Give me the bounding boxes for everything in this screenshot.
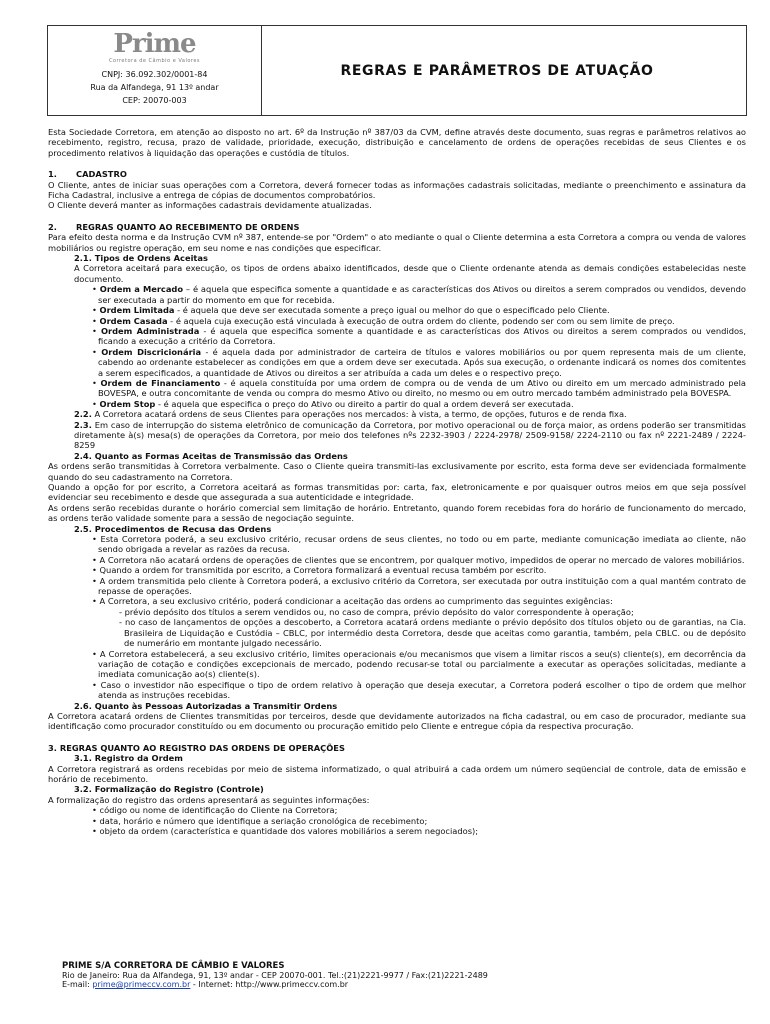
company-cnpj: CNPJ: 36.092.302/0001-84	[101, 70, 208, 79]
paragraph: Quando a opção for por escrito, a Corretora aceitará as formas transmitidas por: carta, fax, eletronicamente e por quaisquer outros meios em que seja possível evidenciar seu recebimento e desde que assegurada a sua autenticidade e integridade.	[48, 482, 746, 503]
email-link[interactable]: prime@primeccv.com.br	[92, 980, 191, 989]
order-types-list	[48, 284, 746, 409]
document-body	[48, 127, 746, 836]
section-2-heading: 2. REGRAS QUANTO AO RECEBIMENTO DE ORDENS	[48, 221, 300, 232]
subsection-2-6-heading: 2.6. Quanto às Pessoas Autorizadas a Transmitir Ordens	[74, 700, 338, 711]
subsection-3-2-heading: 3.2. Formalização do Registro (Controle)	[74, 784, 264, 795]
paragraph: A Corretora registrará as ordens recebidas por meio de sistema informatizado, o qual atribuirá a cada ordem um número seqüencial de controle, data de emissão e horário de recebimento.	[48, 763, 746, 784]
logo-wordmark: Prime	[113, 29, 196, 59]
list-subitem: - prévio depósito dos títulos a serem vendidos ou, no caso de compra, prévio depósito do valor correspondente à operação;	[119, 606, 634, 617]
paragraph: A formalização do registro das ordens apresentará as seguintes informações:	[48, 794, 370, 805]
order-type-item: • Ordem a Mercado – é aquela que especifica somente a quantidade e as características dos Ativos ou direitos a serem comprados ou vendidos, devendo ser executada a partir do momento em que for recebida.	[92, 284, 747, 305]
document-title: REGRAS E PARÂMETROS DE ATUAÇÃO	[340, 62, 654, 79]
title-cell	[262, 26, 746, 115]
order-type-item: • Ordem Casada - é aquela cuja execução está vinculada à execução de outra ordem do cliente, podendo ser com ou sem limite de preço.	[92, 315, 675, 326]
section-1-heading: 1. CADASTRO	[48, 169, 127, 180]
subsection-2-1-heading: 2.1. Tipos de Ordens Aceitas	[74, 253, 208, 264]
subsection-2-5-heading: 2.5. Procedimentos de Recusa das Ordens	[74, 523, 272, 534]
footer-company: PRIME S/A CORRETORA DE CÂMBIO E VALORES	[62, 961, 285, 971]
list-item: • A Corretora, a seu exclusivo critério, poderá condicionar a aceitação das ordens ao cumprimento das seguintes exigências:	[92, 596, 613, 607]
company-info	[48, 26, 262, 115]
paragraph: A Corretora acatará ordens de Clientes transmitidas por terceiros, desde que devidamente autorizados na ficha cadastral, ou em caso de procurador, mediante sua identificação como procurador constituído ou em documento ou procuração emitido pelo Cliente e entregue cópia da respectiva procuração.	[48, 710, 746, 732]
section-3-heading: 3. REGRAS QUANTO AO REGISTRO DAS ORDENS DE OPERAÇÕES	[48, 742, 345, 753]
list-item: • A Corretora estabelecerá, a seu exclusivo critério, limites operacionais e/ou mecanismos que visem a limitar riscos a seu(s) cliente(s), em decorrência da variação de cotação e condições excepcionais de mercado, podendo recusar-se total ou parcialmente a executar as operações solicitadas, mediante a imediata comunicação ao(s) cliente(s).	[92, 648, 746, 680]
section-1-paragraph: O Cliente deverá manter as informações cadastrais devidamente atualizadas.	[48, 200, 372, 211]
prime-logo	[48, 30, 261, 68]
list-item: • Quando a ordem for transmitida por escrito, a Corretora formalizará a eventual recusa também por escrito.	[92, 565, 547, 576]
list-item: • data, horário e número que identifique a seriação cronológica de recebimento;	[92, 815, 428, 826]
list-item: • Caso o investidor não especifique o tipo de ordem relativo à operação que deseja executar, a Corretora poderá escolher o tipo de ordem que melhor atenda as instruções recebidas.	[92, 679, 746, 701]
list-item: • A Corretora não acatará ordens de operações de clientes que se encontrem, por qualquer motivo, impedidos de operar no mercado de valores mobiliários.	[92, 554, 745, 565]
list-subitem: - no caso de lançamentos de opções a descoberto, a Corretora acatará ordens mediante o prévio depósito dos títulos objeto ou de garantias, na Cia. Brasileira de Liquidação e Custódia – CBLC, por intermédio desta Corretora, desde que aceitas como garantia, também, pela CBLC. ou de depósito de numerário em montante julgado necessário.	[119, 617, 746, 649]
subsection-3-1-heading: 3.1. Registro da Ordem	[74, 753, 183, 764]
paragraph: As ordens serão transmitidas à Corretora verbalmente. Caso o Cliente queira transmiti-las exclusivamente por escrito, esta forma deve ser evidenciada formalmente quando do seu cadastramento na Corretora.	[48, 461, 746, 482]
logo-subtitle: Corretora de Câmbio e Valores	[108, 58, 201, 64]
subsection-2-4-heading: 2.4. Quanto as Formas Aceitas de Transmissão das Ordens	[74, 450, 348, 461]
company-cep: CEP: 20070-003	[122, 96, 187, 105]
footer-contact: E-mail: prime@primeccv.com.br - Internet: http://www.primeccv.com.br	[62, 980, 349, 989]
subsection-2-2: 2.2. A Corretora acatará ordens de seus Clientes para operações nos mercados: à vista, a termo, de opções, futuros e de renda fixa.	[74, 409, 627, 420]
order-type-item: • Ordem de Financiamento - é aquela constituída por uma ordem de compra ou de venda de um Ativo ou direito em um mercado administrado pela BOVESPA, e outra concomitante de venda ou compra do mesmo Ativo ou direito, no mesmo ou em outro mercado também administrado pela BOVESPA.	[92, 377, 746, 399]
order-type-item: • Ordem Limitada - é aquela que deve ser executada somente a preço igual ou melhor do que o especificado pelo Cliente.	[92, 305, 610, 316]
list-item: • código ou nome de identificação do Cliente na Corretora;	[92, 805, 338, 816]
section-2-paragraph: Para efeito desta norma e da Instrução CVM nº 387, entende-se por "Ordem" o ato mediante o qual o Cliente determina a esta Corretora a compra ou venda de valores mobiliários ou registre operação, em seu nome e nas condições que especificar.	[48, 232, 746, 253]
paragraph: As ordens serão recebidas durante o horário comercial sem limitação de horário. Entretanto, quando forem recebidas fora do horário de funcionamento do mercado, as ordens terão validade somente para a sessão de negociação seguinte.	[48, 502, 746, 524]
page-footer	[62, 962, 488, 989]
list-item: • A ordem transmitida pelo cliente à Corretora poderá, a exclusivo critério da Corretora, ser executada por outra instituição com a qual mantém contrato de repasse de operações.	[92, 575, 746, 597]
document-header	[47, 25, 747, 116]
order-type-item: • Ordem Administrada - é aquela que especifica somente a quantidade e as características dos Ativos ou direitos a serem comprados ou vendidos, ficando a execução a critério da Corretora.	[92, 325, 746, 347]
list-item: • Esta Corretora poderá, a seu exclusivo critério, recusar ordens de seus clientes, no todo ou em parte, mediante comunicação imediata ao cliente, não sendo obrigada a revelar as razões da recusa.	[92, 534, 746, 555]
order-type-item: • Ordem Discricionária - é aquela dada por administrador de carteira de títulos e valores mobiliários ou por quem representa mais de um cliente, cabendo ao ordenante estabelecer as condições em que a ordem deve ser executada. Após sua execução, o ordenante indicará os nomes dos comitentes a serem especificados, a quantidade de Ativos ou direitos a ser atribuída a cada um deles e o respectivo preço.	[92, 346, 747, 378]
list-item: • objeto da ordem (característica e quantidade dos valores mobiliários a serem negociados);	[92, 826, 479, 836]
intro-paragraph: Esta Sociedade Corretora, em atenção ao disposto no art. 6º da Instrução nº 387/03 da CVM, define através deste documento, suas regras e parâmetros relativos ao recebimento, registro, recusa, prazo de validade, prioridade, execução, distribuição e cancelamento de ordens de operações recebidas de seus Clientes e os procedimento relativos à liquidação das operações e custódia de títulos.	[48, 127, 746, 158]
company-address: Rua da Alfandega, 91 13º andar	[90, 83, 219, 92]
section-1-paragraph: O Cliente, antes de iniciar suas operações com a Corretora, deverá fornecer todas as informações cadastrais solicitadas, mediante o preenchimento e assinatura da Ficha Cadastral, inclusive a entrega de cópias de documentos comprobatórios.	[48, 179, 746, 201]
footer-address: Rio de Janeiro: Rua da Alfandega, 91, 13º andar - CEP 20070-001. Tel.:(21)2221-9977 / Fax:(21)2221-2489	[62, 971, 488, 980]
order-type-item: • Ordem Stop - é aquela que especifica o preço do Ativo ou direito a partir do qual a ordem deverá ser executada.	[92, 398, 574, 409]
subsection-2-1-text: A Corretora aceitará para execução, os tipos de ordens abaixo identificados, desde que o Cliente ordenante atenda as demais condições estabelecidas neste documento.	[74, 263, 746, 284]
subsection-2-3: 2.3. Em caso de interrupção do sistema eletrônico de comunicação da Corretora, por motivo operacional ou de força maior, as ordens poderão ser transmitidas diretamente à(s) mesa(s) de operações da Corretora, por meio dos telefones nºs 2232-3903 / 2224-2978/ 2509-9158/ 2224-2110 ou fax nº 2221-2489 / 2224-8259	[74, 419, 746, 451]
internet-text: - Internet: http://www.primeccv.com.br	[190, 980, 349, 989]
